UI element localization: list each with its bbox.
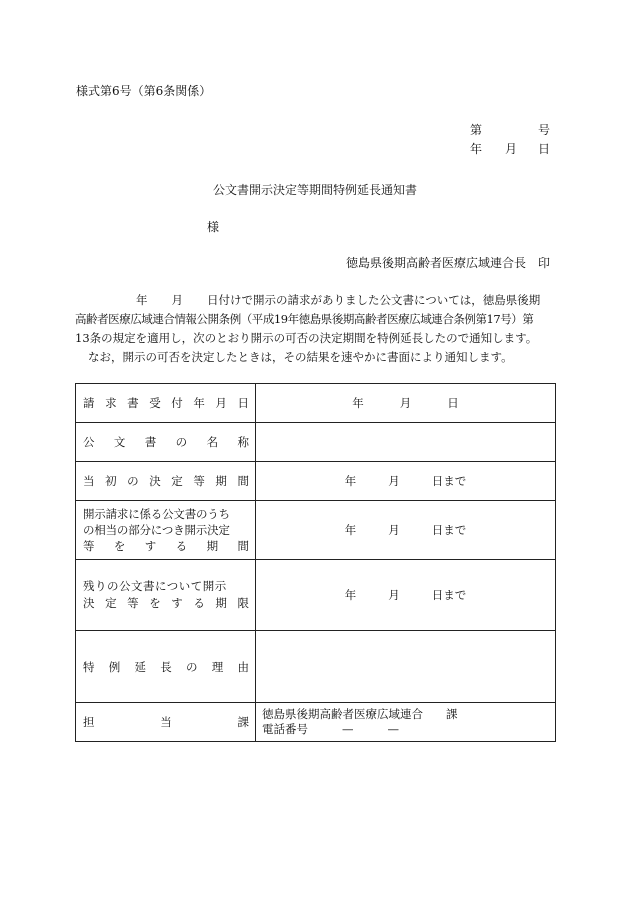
doc-no-prefix: 第 [470, 123, 483, 137]
table-row [76, 631, 556, 703]
table-row [76, 703, 556, 742]
form-number: 様式第6号（第6条関係） [76, 84, 212, 98]
value-extension-reason[interactable] [256, 631, 556, 703]
extension-notice-table [75, 383, 556, 742]
phone-number: 電話番号 — — [262, 722, 399, 736]
body-year: 年 [136, 293, 148, 307]
body-line-1 [88, 291, 558, 310]
label-initial-period: 当 初 の 決 定 等 期 間 [76, 462, 256, 501]
issuer-name: 徳島県後期高齢者医療広域連合長 印 [345, 256, 550, 270]
label-remaining-decision-deadline: 残りの公文書について開示 決 定 等 を す る 期 限 [76, 560, 256, 631]
label-extension-reason: 特 例 延 長 の 理 由 [76, 631, 256, 703]
date-month: 月 [505, 142, 518, 156]
table-row [76, 423, 556, 462]
date-year: 年 [470, 142, 483, 156]
label-partial-decision-period: 開示請求に係る公文書のうち の相当の部分につき開示決定 等 を す る 期 間 [76, 501, 256, 560]
value-document-name[interactable] [256, 423, 556, 462]
body-month: 月 [171, 293, 183, 307]
label-request-date: 請 求 書 受 付 年 月 日 [76, 384, 256, 423]
body-line-3: 13条の規定を適用し，次のとおり開示の可否の決定期間を特例延長したので通知します。 [75, 331, 538, 345]
section-name: 徳島県後期高齢者医療広域連合 課 [262, 707, 458, 721]
value-partial-decision-period[interactable]: 年 月 日まで [256, 501, 556, 560]
label-document-name: 公 文 書 の 名 称 [76, 423, 256, 462]
body-line-4: なお，開示の可否を決定したときは，その結果を速やかに書面により通知します。 [88, 350, 513, 364]
table-row [76, 462, 556, 501]
body-line-1-text: 日付けで開示の請求がありました公文書については，徳島県後期 [207, 293, 541, 307]
table-row [76, 560, 556, 631]
body-line-2: 高齢者医療広域連合情報公開条例（平成19年徳島県後期高齢者医療広域連合条例第17号）第 [75, 312, 534, 326]
table-row [76, 384, 556, 423]
addressee-suffix: 様 [207, 220, 220, 234]
value-remaining-decision-deadline[interactable]: 年 月 日まで [256, 560, 556, 631]
value-initial-period[interactable]: 年 月 日まで [256, 462, 556, 501]
date-day: 日 [537, 142, 550, 156]
value-request-date[interactable]: 年 月 日 [256, 384, 556, 423]
table-row [76, 501, 556, 560]
value-responsible-section[interactable] [256, 703, 556, 742]
label-responsible-section: 担 当 課 [76, 703, 256, 742]
document-title: 公文書開示決定等期間特例延長通知書 [213, 183, 418, 197]
doc-no-suffix: 号 [537, 123, 550, 137]
